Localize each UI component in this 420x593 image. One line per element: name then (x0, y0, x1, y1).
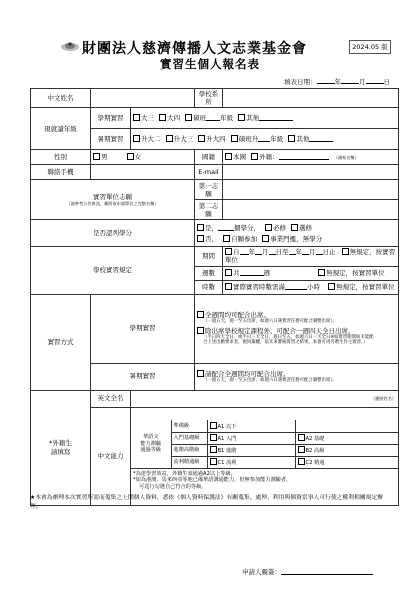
grade-option-other-summer[interactable] (288, 135, 333, 143)
checkbox-icon (262, 235, 269, 242)
phone-field[interactable] (91, 165, 195, 180)
period-blank[interactable] (255, 248, 262, 255)
checkbox-icon (288, 135, 295, 142)
checkbox-icon (198, 135, 205, 142)
grade-option-up2[interactable] (133, 135, 161, 143)
option-text: 選修 (299, 223, 313, 232)
method-summer-options (195, 363, 399, 390)
country-blank[interactable] (279, 153, 329, 160)
master-year-blank[interactable] (206, 114, 220, 121)
year-unit: 年 (334, 78, 341, 86)
level-option-a1[interactable] (207, 432, 295, 444)
level-name: 入門基礎級 (171, 432, 207, 444)
summer-intern-label: 暑期實習 (91, 129, 131, 150)
checkbox-icon (197, 311, 204, 318)
other-summer-blank[interactable] (309, 135, 333, 142)
checkbox-icon (93, 153, 100, 160)
gender-label: 性別 (31, 150, 91, 165)
checkbox-icon (133, 114, 140, 121)
english-name-note: （護照姓名） (370, 396, 396, 402)
level-name: 流利精通級 (171, 456, 207, 468)
hours-text: 小時 (307, 282, 320, 291)
method-opt-four-days[interactable] (197, 327, 396, 335)
applicant-signature (242, 567, 373, 576)
option-text: B1 進階 (217, 447, 237, 454)
fill-date-label: 填表日期： (284, 78, 317, 86)
grade-label: 現就讀年級 (31, 108, 91, 150)
level-label-line3: 通過等級 (140, 447, 162, 453)
period-field (223, 247, 399, 266)
checkbox-icon (197, 224, 204, 231)
checkbox-icon (318, 269, 325, 276)
weeks-blank[interactable] (240, 269, 264, 276)
option-text: 年級 (270, 135, 284, 144)
month-unit: 月 (359, 78, 366, 86)
option-text: 碩班 (193, 114, 207, 123)
method-semester-label: 學期實習 (91, 294, 195, 363)
option-text: 是， (205, 223, 218, 232)
period-text: 自 (233, 248, 240, 257)
form-header (0, 0, 420, 86)
method-opt-four-days-note1: （半日四天全日，或半日三天全日，週日至五，如週六日一天全日※如實習期間如未能配 (203, 334, 374, 340)
method-opt-full[interactable] (197, 311, 396, 319)
version-badge: 2024.05 版 (349, 40, 391, 54)
semester-grade-options (131, 108, 399, 129)
checkbox-icon (251, 153, 258, 160)
checkbox-icon (328, 283, 335, 290)
method-opt-summer-note: （一週五天，週一至五出席，如週六日遇實習任務可配合調整出席）。 (203, 377, 337, 383)
option-text: 大四 (167, 114, 181, 123)
hours-blank[interactable] (285, 283, 307, 290)
level-option-c1[interactable] (207, 456, 295, 468)
grade-option-senior3[interactable] (133, 114, 154, 122)
option-text: 自願参加 (231, 234, 258, 243)
option-text: C1 流利 (217, 459, 237, 466)
option-text: 升大二 (141, 135, 161, 144)
hours-field (223, 280, 399, 294)
foreign-label-line2: 請填寫 (50, 447, 71, 456)
level-notes (131, 468, 398, 492)
email-field[interactable] (223, 165, 399, 180)
hours-no-rule[interactable] (328, 283, 395, 291)
option-text: 必修 (273, 223, 287, 232)
period-label: 期間 (195, 247, 223, 266)
level-label-line1: 華語文 (142, 434, 159, 440)
method-summer-label: 暑期實習 (91, 363, 195, 390)
year-blank[interactable] (317, 77, 335, 84)
checkbox-icon (298, 458, 305, 465)
method-label: 實習方式 (31, 294, 91, 390)
signature-field[interactable] (281, 568, 373, 575)
hours-text: 實際實習時數需滿 (233, 282, 285, 291)
checkbox-icon (197, 370, 204, 377)
grade-option-senior4[interactable] (159, 114, 180, 122)
option-text: 碩班升 (238, 135, 259, 144)
weeks-text: 共 (233, 268, 240, 277)
nationality-label: 國籍 (195, 150, 223, 165)
checkbox-icon (298, 434, 305, 441)
checkbox-icon (238, 114, 245, 121)
option-text: 個學分， (234, 223, 260, 232)
level-note-3: 可逕行勾選自己符合的等級。 (139, 483, 207, 490)
checkbox-icon[interactable] (225, 283, 232, 290)
option-text: A1 入門 (217, 435, 237, 442)
grade-option-up4[interactable] (198, 135, 226, 143)
country-note: （國家名稱） (333, 155, 359, 161)
checkbox-icon (342, 248, 349, 255)
level-name: 準備級 (171, 420, 207, 432)
chinese-ability-label: 中文能力 (91, 407, 131, 505)
school-label: 學校系所 (195, 89, 223, 108)
grade-option-up3[interactable] (166, 135, 194, 143)
option-text: 請配合全週間均可配合出席。 (205, 369, 290, 378)
credit-count-blank[interactable] (218, 224, 234, 231)
option-text: 其他 (246, 114, 260, 123)
credit-label: 是否認列學分 (31, 220, 195, 247)
other-blank[interactable] (259, 114, 293, 121)
name-label: 中文姓名 (31, 89, 91, 108)
gender-male[interactable] (93, 153, 108, 161)
option-text: 升大四 (206, 135, 226, 144)
application-table (30, 88, 399, 506)
master-up-blank[interactable] (258, 135, 270, 142)
privacy-notice: ★本會為辦理本次實習所需而蒐集之上開個人資料，悉依《個人資料保護法》有關蒐集、處理、利用與個資當事人可行使之權利相關規定辦理。 (30, 495, 384, 510)
checkbox-icon (225, 153, 232, 160)
option-text: 除出席學校規定課程外，可配合一週四天全日出席。 (205, 326, 355, 335)
checkbox-icon (185, 114, 192, 121)
weeks-label: 週數 (195, 266, 223, 280)
credit-threshold[interactable] (262, 235, 322, 243)
foundation-logo-icon (60, 40, 80, 52)
level-option-b2[interactable] (295, 444, 398, 456)
option-text: A2 基礎 (305, 435, 325, 442)
option-text: 本國 (233, 153, 246, 162)
checkbox-icon (166, 135, 173, 142)
period-blank[interactable] (240, 248, 249, 255)
day-blank[interactable] (366, 77, 384, 84)
grade-option-master-up[interactable] (231, 135, 284, 143)
period-text: 月 (309, 248, 316, 257)
option-text: 全週間均可配合出席。 (205, 310, 270, 319)
credit-elective[interactable] (291, 224, 312, 232)
checkbox-icon (210, 434, 217, 441)
checkbox-icon (133, 135, 140, 142)
checkbox-icon (210, 446, 217, 453)
level-option-b1[interactable] (207, 444, 295, 456)
weeks-text: 週 (263, 268, 270, 277)
option-text: 大三 (141, 114, 154, 123)
option-text: 女 (134, 153, 142, 162)
period-text: 日止 (322, 248, 336, 257)
checkbox-icon (231, 135, 238, 142)
checkbox-icon (197, 327, 204, 334)
email-label: E-mail (195, 165, 223, 180)
method-opt-summer-full[interactable] (197, 370, 396, 378)
option-text: C2 精通 (305, 459, 325, 466)
signature-label: 申請人親簽： (242, 568, 281, 576)
org-name: 財團法人慈濟傳播人文志業基金會 (82, 41, 307, 57)
method-opt-full-note: （一週五天，週一至五出席，如週六日遇實習任務可配合調整出席）。 (203, 318, 337, 324)
chinese-ability-cell (131, 407, 399, 505)
level-table (131, 420, 398, 492)
level-option-c2[interactable] (295, 456, 398, 468)
period-blank[interactable] (289, 248, 296, 255)
method-opt-four-days-note2: 合上述出勤要求者，視同棄權，依未來審核實習之結果，本會可再另聘生作主實習。） (203, 340, 368, 346)
checkbox-icon (197, 235, 204, 242)
level-name: 進階高階級 (171, 444, 207, 456)
option-text: 無規定，按實習單位 (225, 248, 396, 265)
level-option-empty (295, 420, 398, 432)
checkbox-icon (127, 153, 134, 160)
credit-self-apply[interactable] (223, 235, 257, 243)
option-text: A1 以下 (217, 423, 237, 430)
period-text: 日至 (275, 248, 289, 257)
weeks-no-rule[interactable] (318, 269, 385, 277)
unit-preference-label (31, 180, 195, 220)
period-text: 月 (262, 248, 269, 257)
option-text: 升大三 (173, 135, 194, 144)
form-title: 實習生個人報名表 (160, 57, 260, 71)
option-text: 無規定，按實習單位 (326, 268, 385, 277)
english-name-label: 英文全名 (91, 390, 131, 407)
checkbox-icon (265, 224, 272, 231)
foreign-label-line1: *外籍生 (49, 439, 72, 448)
credit-no[interactable] (197, 235, 218, 243)
period-blank[interactable] (269, 248, 276, 255)
checkbox-icon (223, 235, 230, 242)
first-choice-label: 第一志願 (195, 180, 223, 200)
checkbox-icon (159, 114, 166, 121)
level-option-a1-below[interactable] (207, 420, 295, 432)
grade-option-other[interactable] (238, 114, 293, 122)
nationality-foreign[interactable] (251, 153, 329, 161)
option-text: 外籍： (259, 153, 279, 162)
period-blank[interactable] (302, 248, 309, 255)
period-blank[interactable] (316, 248, 323, 255)
day-unit: 日 (383, 78, 390, 86)
school-rule-label: 學校實習規定 (31, 247, 195, 294)
option-text: 事業門檻，無學分 (270, 234, 323, 243)
checkbox-icon (210, 422, 217, 429)
name-field[interactable] (91, 89, 195, 108)
level-option-a2[interactable] (295, 432, 398, 444)
method-semester-options (195, 294, 399, 363)
second-choice-field[interactable] (223, 200, 399, 220)
checkbox-icon (298, 446, 305, 453)
level-label-line2: 能力測驗 (140, 440, 162, 447)
credit-options (195, 220, 399, 247)
grade-option-master[interactable] (185, 114, 233, 122)
nationality-local[interactable] (225, 153, 246, 161)
level-test-label (131, 420, 171, 468)
checkbox-icon[interactable] (225, 248, 232, 255)
option-text: 無規定，按實習單位 (336, 282, 395, 291)
first-choice-field[interactable] (223, 180, 399, 200)
hours-label: 時數 (195, 280, 223, 294)
unit-preference-note: （請參考公告資訊，載明欲申請單位之完整名稱） (66, 201, 159, 207)
nationality-options (223, 150, 399, 165)
unit-preference-title: 實習單位志願 (93, 193, 132, 202)
school-field[interactable] (223, 89, 399, 108)
second-choice-label: 第二志願 (195, 200, 223, 220)
fill-date (284, 77, 390, 86)
english-name-field[interactable] (131, 390, 399, 407)
weeks-field (223, 266, 399, 280)
foreign-student-label (31, 390, 91, 505)
level-note-2: *如為港澳、馬來西亞等地已備華語溝通能力，但無参加能力測驗者， (133, 477, 292, 483)
period-text: 年 (248, 248, 255, 257)
checkbox-icon (291, 224, 298, 231)
semester-intern-label: 學期實習 (91, 108, 131, 129)
option-text: 年級 (220, 114, 234, 123)
gender-female[interactable] (127, 153, 142, 161)
gender-options (91, 150, 195, 165)
option-text: 否， (205, 234, 218, 243)
checkbox-icon (210, 458, 217, 465)
option-text: 男 (101, 153, 108, 162)
credit-yes[interactable] (197, 224, 260, 232)
option-text: 其他 (296, 135, 310, 144)
checkbox-icon[interactable] (225, 269, 232, 276)
level-note-1: *為達學習效益，外籍生須通過A2以上等級。 (133, 470, 236, 477)
month-blank[interactable] (341, 77, 359, 84)
summer-grade-options (131, 129, 399, 150)
option-text: B2 高級 (305, 447, 325, 454)
period-text: 年 (295, 248, 302, 257)
credit-required[interactable] (265, 224, 286, 232)
phone-label: 聯絡手機 (31, 165, 91, 180)
